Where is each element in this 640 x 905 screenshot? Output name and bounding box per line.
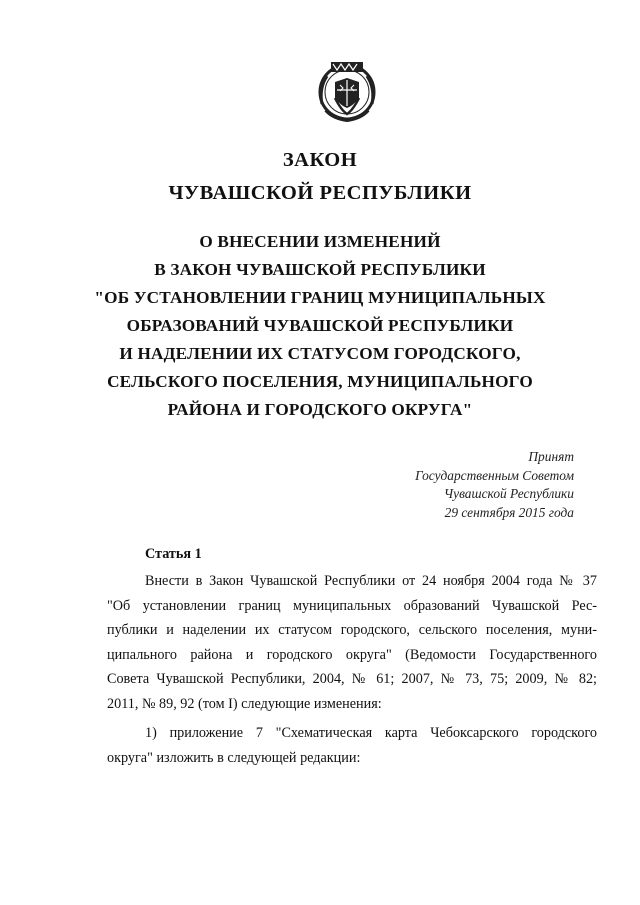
paragraph-2-line-2: округа" изложить в следующей редакции:: [107, 749, 361, 766]
law-subject: [0, 228, 640, 424]
adoption-note: [415, 448, 574, 522]
coat-of-arms-icon: [313, 58, 381, 124]
adoption-note-line-3: Чувашской Республики: [443, 486, 574, 501]
law-title: [0, 144, 640, 210]
paragraph-1-line-5: Совета Чувашской Республики, 2004, № 61; 2007, № 73, 75; 2009, № 82;: [107, 671, 597, 688]
law-subject-line-6: СЕЛЬСКОГО ПОСЕЛЕНИЯ, МУНИЦИПАЛЬНОГО: [107, 372, 533, 391]
article-heading: Статья 1: [145, 546, 202, 562]
law-subject-line-1: О ВНЕСЕНИИ ИЗМЕНЕНИЙ: [199, 232, 441, 251]
law-subject-line-4: ОБРАЗОВАНИЙ ЧУВАШСКОЙ РЕСПУБЛИКИ: [126, 316, 514, 335]
law-title-line-1: ЗАКОН: [282, 149, 358, 171]
paragraph-1-line-4: ципального района и городского округа" (Ведомости Государственного: [107, 646, 597, 663]
law-subject-line-5: И НАДЕЛЕНИИ ИХ СТАТУСОМ ГОРОДСКОГО,: [119, 344, 521, 363]
law-subject-line-2: В ЗАКОН ЧУВАШСКОЙ РЕСПУБЛИКИ: [154, 260, 486, 279]
paragraph-1-line-1: Внести в Закон Чувашской Республики от 24 ноября 2004 года № 37: [145, 573, 597, 589]
paragraph-2-line-1: 1) приложение 7 "Схематическая карта Чебоксарского городского: [145, 725, 597, 741]
article-paragraph-1: [107, 569, 597, 717]
adoption-note-date: 29 сентября 2015 года: [444, 504, 574, 520]
law-subject-line-3: "ОБ УСТАНОВЛЕНИИ ГРАНИЦ МУНИЦИПАЛЬНЫХ: [94, 288, 546, 307]
article-paragraph-2: [107, 721, 597, 770]
law-subject-line-7: РАЙОНА И ГОРОДСКОГО ОКРУГА": [167, 400, 473, 419]
law-title-line-2: ЧУВАШСКОЙ РЕСПУБЛИКИ: [168, 182, 472, 204]
paragraph-1-line-6: 2011, № 89, 92 (том I) следующие изменения:: [107, 695, 382, 712]
paragraph-1-line-2: "Об установлении границ муниципальных образований Чувашской Рес-: [107, 597, 597, 614]
adoption-note-line-1: Принят: [528, 449, 574, 464]
adoption-note-line-2: Государственным Советом: [415, 467, 574, 483]
paragraph-1-line-3: публики и наделении их статусом городского, сельского поселения, муни-: [107, 622, 597, 639]
